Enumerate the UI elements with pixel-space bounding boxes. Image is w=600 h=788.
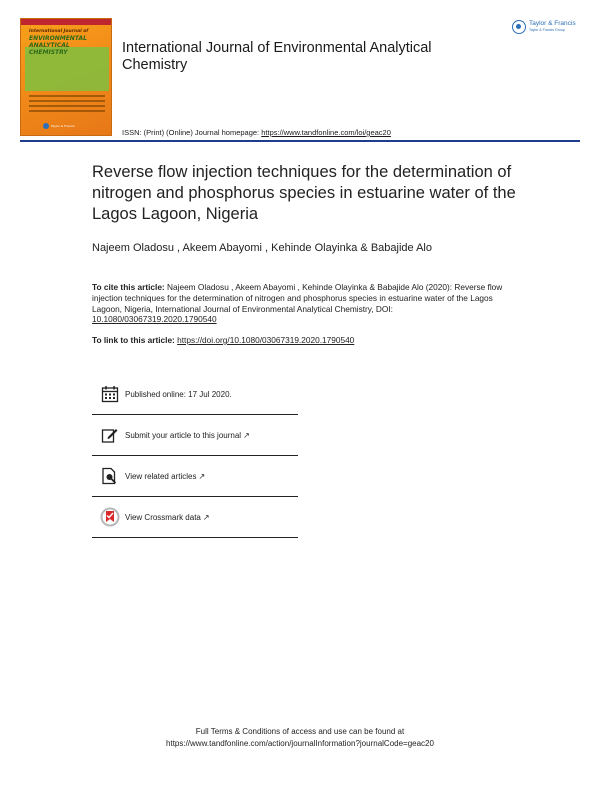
taylor-francis-logo-icon [512, 20, 526, 34]
submit-article-row[interactable] [92, 415, 298, 456]
related-articles-label: View related articles [125, 471, 197, 481]
crossmark-label: View Crossmark data [125, 512, 201, 522]
issn-line [122, 128, 391, 137]
publisher-logo-text [529, 20, 576, 34]
cover-journal-line-1: International Journal of [29, 29, 89, 34]
cover-publisher-label: Taylor & Francis [51, 124, 75, 128]
external-link-icon: ↗ [198, 471, 206, 481]
external-link-icon: ↗ [202, 512, 210, 522]
published-online-row [92, 374, 298, 415]
cover-publisher [43, 123, 75, 129]
crossmark-icon [98, 505, 122, 529]
citation-label: To cite this article: [92, 282, 165, 292]
article-link-label: To link to this article: [92, 335, 178, 345]
article-doi-link[interactable]: https://doi.org/10.1080/03067319.2020.1790540 [177, 335, 355, 345]
journal-cover-image [20, 18, 112, 136]
related-articles-link[interactable] [125, 472, 205, 481]
article-authors: Najeem Oladosu , Akeem Abayomi , Kehinde Olayinka & Babajide Alo [92, 242, 432, 254]
terms-footer [0, 726, 600, 750]
submit-article-label: Submit your article to this journal [125, 430, 242, 440]
cover-top-strip [21, 19, 111, 25]
cover-text-lines [29, 95, 105, 115]
cover-journal-line-2: ENVIRONMENTAL ANALYTICAL CHEMISTRY [29, 35, 87, 56]
journal-information-link[interactable]: https://www.tandfonline.com/action/journalInformation?journalCode=geac20 [166, 739, 434, 748]
calendar-icon [98, 382, 122, 406]
document-search-icon [98, 464, 122, 488]
publisher-logo-main: Taylor & Francis [529, 20, 576, 27]
cover-publisher-icon [43, 123, 49, 129]
publisher-logo[interactable] [512, 18, 584, 36]
citation-block [92, 282, 512, 325]
journal-title[interactable]: International Journal of Environmental Analytical Chemistry [122, 40, 432, 73]
article-actions-list [92, 374, 298, 538]
issn-text: ISSN: (Print) (Online) Journal homepage: [122, 128, 262, 137]
crossmark-link[interactable] [125, 513, 210, 522]
article-link-block [92, 335, 354, 345]
article-title: Reverse flow injection techniques for the determination of nitrogen and phosphorus species in estuarine water of the Lagos Lagoon, Nigeria [92, 163, 516, 223]
related-articles-row[interactable] [92, 456, 298, 497]
terms-footer-line-1: Full Terms & Conditions of access and use can be found at [195, 727, 405, 736]
published-online-date: Published online: 17 Jul 2020. [125, 389, 232, 399]
journal-homepage-link[interactable]: https://www.tandfonline.com/loi/geac20 [261, 128, 391, 137]
submit-article-link[interactable] [125, 431, 250, 440]
header-divider [20, 140, 580, 142]
pencil-edit-icon [98, 423, 122, 447]
citation-text: Najeem Oladosu , Akeem Abayomi , Kehinde Olayinka & Babajide Alo (2020): Reverse flow injection techniques for the determination of nitrogen and phosphorus species in estuarine water of the Lagos Lagoon, Nigeria, International Journal of Environmental Analytical Chemistry, DOI: [92, 282, 503, 314]
external-link-icon: ↗ [243, 430, 250, 440]
citation-doi-link[interactable]: 10.1080/03067319.2020.1790540 [92, 314, 217, 325]
crossmark-row[interactable] [92, 497, 298, 538]
publisher-logo-sub: Taylor & Francis Group [529, 28, 565, 32]
